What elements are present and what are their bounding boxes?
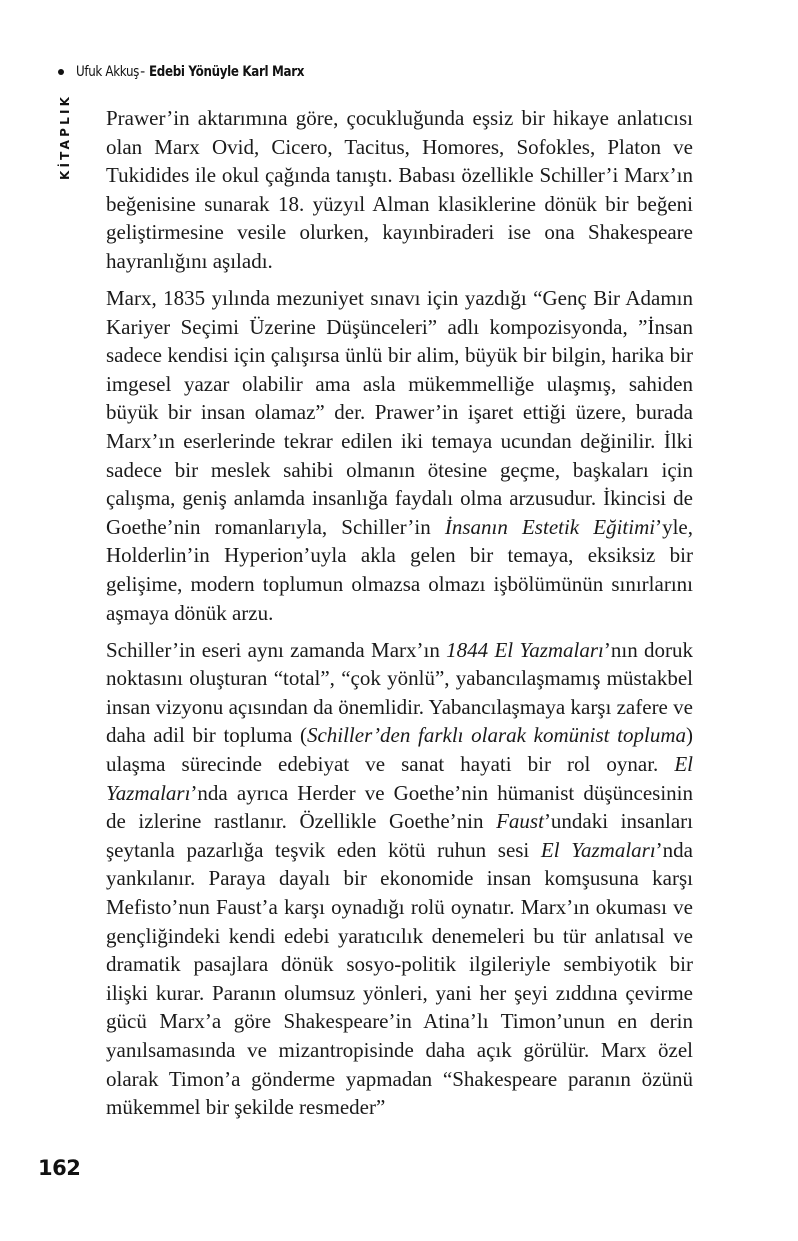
running-head [58,64,331,80]
text-segment: Schiller’in eseri aynı zamanda Marx’ın [106,637,447,662]
text-segment: ’nda ayrıca Herder ve Goethe’nin hümanist düşüncesinin de izlerine rastlanır. Özellikle Goethe’nin [106,780,693,834]
header-author: Ufuk Akkuş [76,64,140,80]
text-segment: ’yle, Holderlin’in Hyperion’uyla akla gelen bir temaya, eksiksiz bir gelişime, modern toplumun olmazsa olmazı işbölümünün sınırlarını aşmaya dönük arzu. [106,514,693,625]
text-segment: ) ulaşma sürecinde edebiyat ve sanat hayati bir rol oynar. [106,723,693,777]
text-segment: ’nın doruk noktasını oluşturan “total”, “çok yönlü”, yabancılaşmamış müstakbel insan vizyonu açısından da önemlidir. Yabancılaşmaya karşı zafere ve daha adil bir topluma ( [106,637,693,748]
text-segment: Marx, 1835 yılında mezuniyet sınavı için yazdığı “Genç Bir Adamın Kariyer Seçimi Üzerine Düşünceleri” adlı kompozisyonda, ”İnsan sadece kendisi için çalışırsa ünlü bir alim, büyük bir bilgin, harika bir imgesel yazar olabilir ama asla mükemmelliğe ulaşmış, sahiden büyük bir insan olamaz” der. Prawer’in işaret ettiği üzere, burada Marx’ın eserlerinde tekrar edilen iki temaya ucundan değinilir. İlki sadece bir meslek sahibi olmanın ötesine geçme, başkaları için çalışma, geniş anlamda insanlığa faydalı olma arzusudur. İkincisi de Goethe’nin romanlarıyla, Schiller’in [106,286,693,539]
header-book-title: Edebi Yönüyle Karl Marx [148,64,304,80]
body-text [106,104,693,1130]
page-number: 162 [38,1156,81,1180]
italic-title: 1844 El Yazmaları [446,637,604,662]
paragraph-1 [106,104,693,276]
header-separator: - [140,64,145,80]
text-segment: ’undaki insanları şeytanla pazarlığa teşvik eden kötü ruhun sesi [106,809,693,862]
italic-title: El Yazmaları [106,752,693,805]
bullet-icon [58,69,64,75]
paragraph-2 [106,284,693,627]
italic-title: Faust [496,809,544,834]
italic-phrase: Schiller’den farklı olarak komünist topluma [306,723,686,748]
italic-title: El Yazmaları [540,837,656,862]
italic-title: İnsanın Estetik Eğitimi [444,514,656,539]
side-label: KİTAPLIK [58,93,72,180]
text-segment: Prawer’in aktarımına göre, çocukluğunda eşsiz bir hikaye anlatıcısı olan Marx Ovid, Cicero, Tacitus, Homores, Sofokles, Platon ve Tukidides ile okul çağında tanıştı. Babası özellikle Schiller’i Marx’ın beğenisine sunarak 18. yüzyıl Alman klasiklerine dönük bir beğeni geliştirmesine vesile olurken, kayınbiraderi ise ona Shakespeare hayranlığını aşıladı. [106,106,693,273]
text-segment: ’nda yankılanır. Paraya dayalı bir ekonomide insan komşusuna karşı Mefisto’nun Faust’a karşı oynadığı rolü oynatır. Marx’ın okuması ve gençliğindeki kendi edebi yaratıcılık denemeleri bu tür anlatısal ve dramatik pasajlara dönük sosyo-politik ilgileriyle sembiyotik bir ilişki kurar. Paranın olumsuz yönleri, yani her şeyi zıddına çevirme gücü Marx’a göre Shakespeare’in Atina’lı Timon’unun en derin yanılsamasında ve mizantropisinde daha açık görülür. Marx özel olarak Timon’a gönderme yapmadan “Shakespeare paranın özünü mükemmel bir şekilde resmeder” [106,837,693,1120]
paragraph-3 [106,636,693,1122]
